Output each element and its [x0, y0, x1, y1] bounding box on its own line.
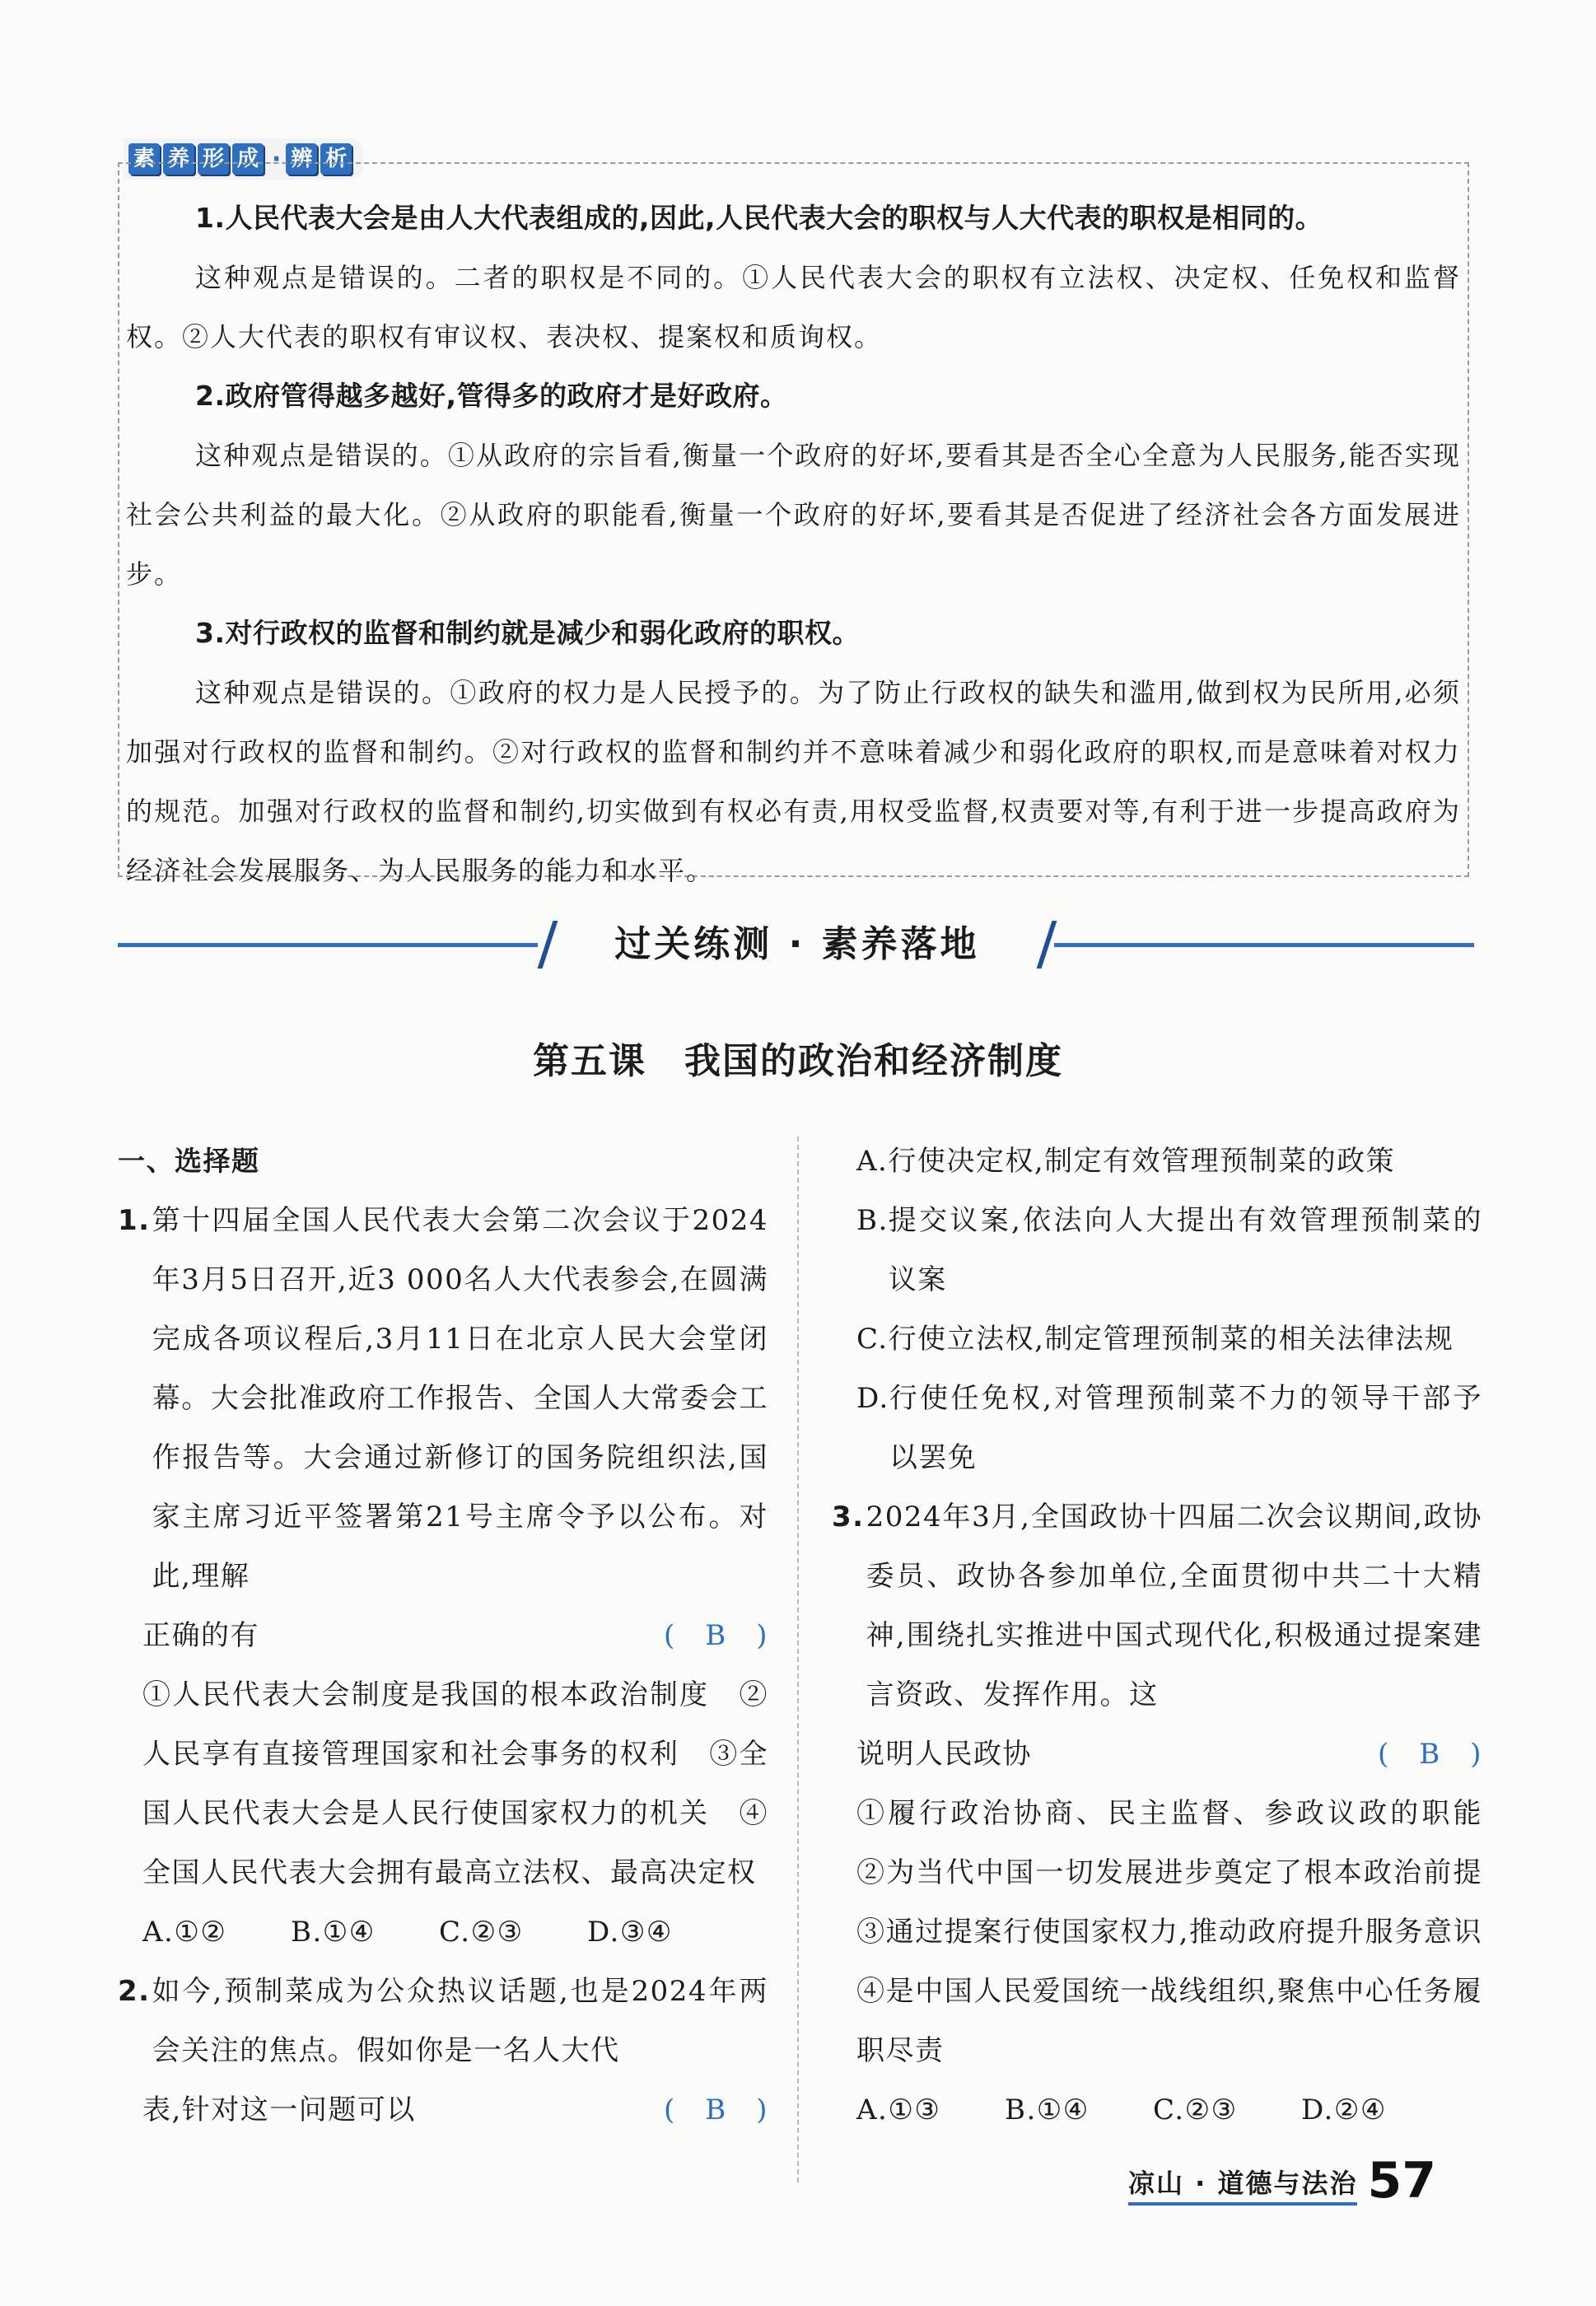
- option-text: 提交议案,依法向人大提出有效管理预制菜的议案: [888, 1204, 1482, 1296]
- question-2-answer-row: [118, 2080, 768, 2140]
- choice: A.①②: [142, 1916, 227, 1949]
- question-stem: 第十四届全国人民代表大会第二次会议于2024年3月5日召开,近3 000名人大代表参会,在圆满完成各项议程后,3月11日在北京人民大会堂闭幕。大会批准政府工作报告、全国人大常委会工作报告等。大会通过新修订的国务院组织法,国家主席习近平签署第21号主席令予以公布。对此,理解: [152, 1204, 768, 1593]
- option-letter: C.: [856, 1323, 889, 1356]
- question-stem-end: 表,针对这一问题可以: [142, 2094, 416, 2126]
- tag-char: 养: [163, 143, 194, 175]
- question-3-statements: ①履行政治协商、民主监督、参政议政的职能 ②为当代中国一切发展进步奠定了根本政治前提 ③通过提案行使国家权力,推动政府提升服务意识 ④是中国人民爱国统一战线组织,聚焦中心任务履职尽责: [856, 1797, 1512, 2067]
- tag-char: 辨: [286, 143, 317, 175]
- bracket-close: ): [1470, 1738, 1482, 1771]
- answer-letter: B: [705, 1619, 727, 1652]
- option-letter: B.: [856, 1204, 889, 1237]
- question-number: 2.: [118, 1975, 151, 2008]
- bracket-close: ): [756, 1619, 768, 1652]
- analysis-answer: 这种观点是错误的。二者的职权是不同的。①人民代表大会的职权有立法权、决定权、任免权和监督权。②人大代表的职权有审议权、表决权、提案权和质询权。: [126, 262, 1461, 352]
- tag-char: 析: [320, 143, 352, 175]
- question-2-option-a: [832, 1132, 1482, 1191]
- question-3-choices: [832, 2080, 1482, 2140]
- analysis-answer: 这种观点是错误的。①从政府的宗旨看,衡量一个政府的好坏,要看其是否全心全意为人民服务,能否实现社会公共利益的最大化。②从政府的职能看,衡量一个政府的好坏,要看其是否促进了经济社会各方面发展进步。: [126, 440, 1461, 590]
- column-divider: [797, 1137, 799, 2182]
- option-text: 行使任免权,对管理预制菜不力的领导干部予以罢免: [889, 1382, 1482, 1474]
- answer-letter: B: [1419, 1738, 1441, 1771]
- left-column: [118, 1132, 768, 2140]
- option-letter: A.: [856, 1145, 889, 1178]
- analysis-question: 3.对行政权的监督和制约就是减少和弱化政府的职权。: [195, 617, 860, 649]
- option-text: 行使立法权,制定管理预制菜的相关法律法规: [888, 1323, 1454, 1356]
- page-footer: [1128, 2148, 1436, 2210]
- question-3: [832, 1487, 1482, 1725]
- bracket-open: (: [663, 2094, 676, 2126]
- bracket-open: (: [663, 1619, 676, 1652]
- question-1-answer-row: [118, 1606, 768, 1665]
- choice: C.②③: [439, 1916, 524, 1949]
- option-text: 行使决定权,制定有效管理预制菜的政策: [888, 1145, 1396, 1178]
- question-1-statements: ①人民代表大会制度是我国的根本政治制度 ②人民享有直接管理国家和社会事务的权利 ③全国人民代表大会是人民行使国家权力的机关 ④全国人民代表大会拥有最高立法权、最高决定权: [142, 1678, 768, 1889]
- analysis-answer: 这种观点是错误的。①政府的权力是人民授予的。为了防止行政权的缺失和滥用,做到权为民所用,必须加强对行政权的监督和制约。②对行政权的监督和制约并不意味着减少和弱化政府的职权,而是意味着对权力的规范。加强对行政权的监督和制约,切实做到有权必有责,用权受监督,权责要对等,有利于进一步提高政府为经济社会发展服务、为人民服务的能力和水平。: [126, 677, 1461, 886]
- question-stem: 如今,预制菜成为公众热议话题,也是2024年两会关注的焦点。假如你是一名人大代: [152, 1975, 768, 2067]
- section-rule-right: [1054, 943, 1474, 947]
- analysis-box: [118, 162, 1469, 886]
- tag-char: 成: [232, 143, 264, 175]
- analysis-question: 2.政府管得越多越好,管得多的政府才是好政府。: [195, 380, 788, 412]
- answer-bracket: [1378, 1725, 1482, 1784]
- answer-letter: B: [705, 2094, 727, 2126]
- question-3-answer-row: [832, 1725, 1482, 1784]
- answer-bracket: [664, 2080, 768, 2140]
- bracket-close: ): [756, 2094, 768, 2126]
- page-number: 57: [1367, 2152, 1436, 2210]
- question-2-option-b: [832, 1191, 1482, 1309]
- answer-bracket: [664, 1606, 768, 1665]
- option-letter: D.: [856, 1382, 889, 1415]
- choice: B.①④: [291, 1916, 376, 1949]
- choice: D.③④: [587, 1916, 673, 1949]
- choice: C.②③: [1153, 2094, 1238, 2126]
- lesson-title: 第五课 我国的政治和经济制度: [533, 1040, 1063, 1082]
- book-title: 凉山 · 道德与法治: [1128, 2163, 1357, 2206]
- question-2-option-c: [832, 1309, 1482, 1369]
- tag-char: 素: [128, 143, 160, 175]
- section-title: 过关练测 · 素养落地: [614, 923, 980, 965]
- question-1-choices: [118, 1902, 768, 1962]
- question-number: 3.: [832, 1501, 865, 1533]
- section-heading: 一、选择题: [118, 1145, 260, 1177]
- tag-dot: ·: [272, 144, 282, 174]
- question-stem: 2024年3月,全国政协十四届二次会议期间,政协委员、政协各参加单位,全面贯彻中共二十大精神,围绕扎实推进中国式现代化,积极通过提案建言资政、发挥作用。这: [866, 1501, 1482, 1711]
- choice: B.①④: [1005, 2094, 1090, 2126]
- section-rule-left: [118, 943, 538, 947]
- right-column: [832, 1132, 1512, 2140]
- choice: D.②④: [1301, 2094, 1387, 2126]
- analysis-question: 1.人民代表大会是由人大代表组成的,因此,人民代表大会的职权与人大代表的职权是相同的。: [195, 202, 1323, 234]
- question-1: [118, 1191, 768, 1606]
- question-2-option-d: [832, 1369, 1482, 1487]
- question-2: [118, 1962, 768, 2080]
- choice: A.①③: [856, 2094, 941, 2126]
- question-number: 1.: [118, 1204, 151, 1237]
- question-stem-end: 正确的有: [142, 1619, 259, 1652]
- tag-char: 形: [198, 143, 229, 175]
- bracket-open: (: [1377, 1738, 1390, 1771]
- question-stem-end: 说明人民政协: [856, 1738, 1032, 1771]
